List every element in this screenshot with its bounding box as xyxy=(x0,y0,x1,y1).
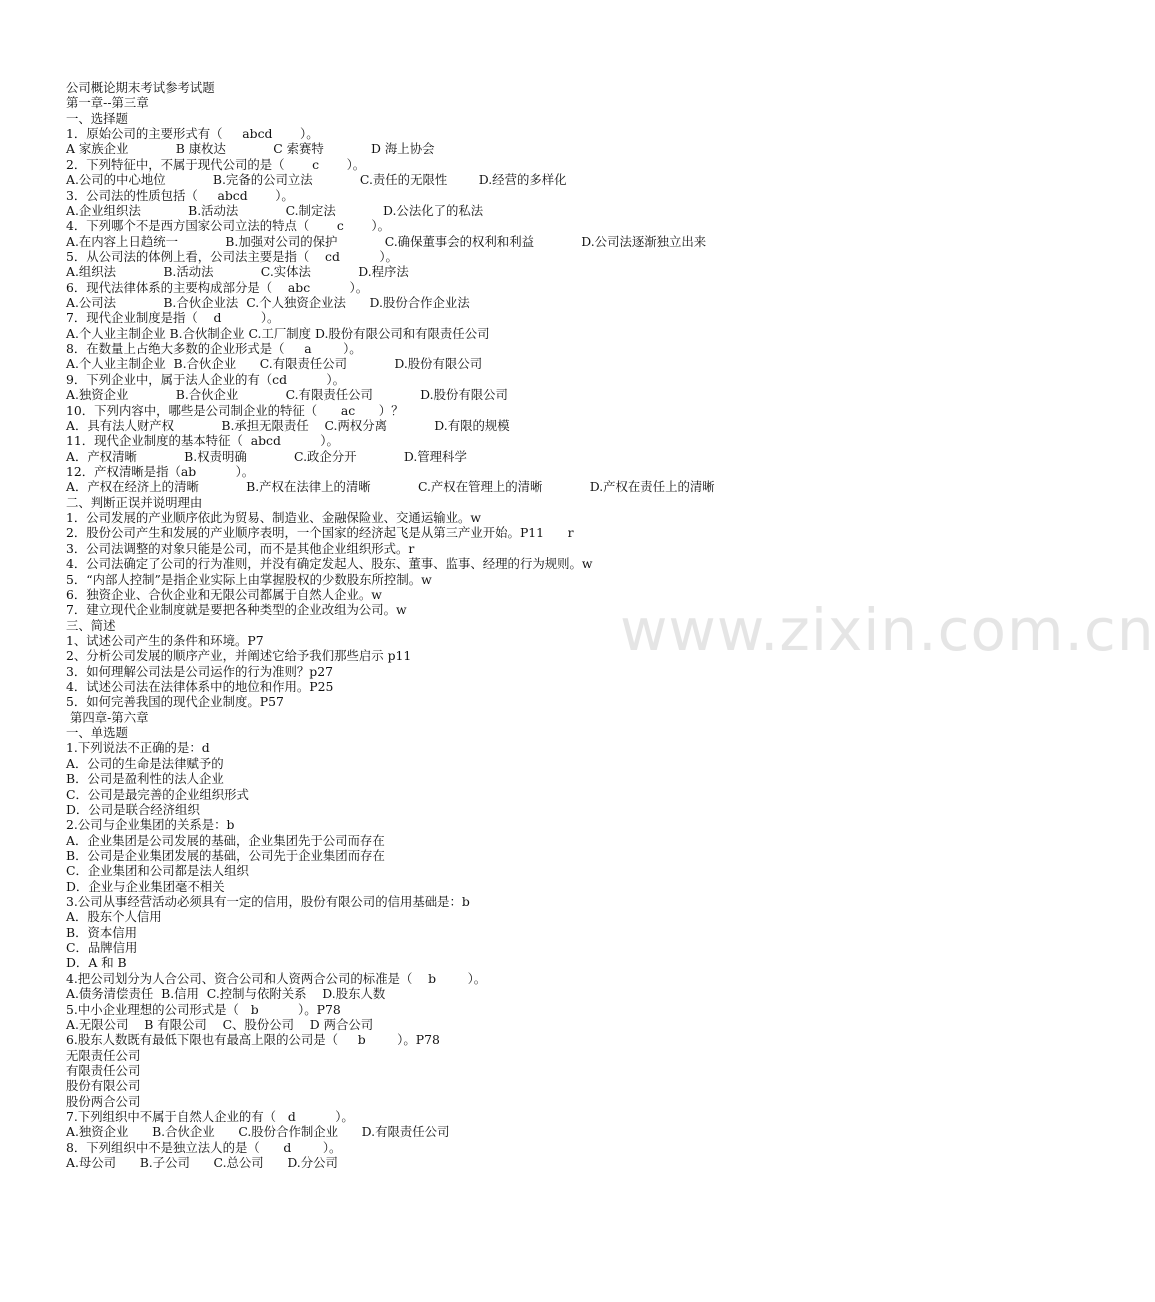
text-line: A.独资企业 B.合伙企业 C.有限责任公司 D.股份有限公司 xyxy=(66,387,508,403)
text-line: 1.下列说法不正确的是：d xyxy=(66,740,210,756)
text-line: 无限责任公司 xyxy=(66,1047,141,1063)
text-line: 2．股份公司产生和发展的产业顺序表明，一个国家的经济起飞是从第三产业开始。P11 r xyxy=(66,525,574,541)
text-line: 1．公司发展的产业顺序依此为贸易、制造业、金融保险业、交通运输业。w xyxy=(66,510,481,526)
text-line: C．企业集团和公司都是法人组织 xyxy=(66,863,249,879)
text-line: 1、试述公司产生的条件和环境。P7 xyxy=(66,632,264,648)
text-line: C．公司是最完善的企业组织形式 xyxy=(66,786,249,802)
text-line: 4．下列哪个不是西方国家公司立法的特点（ c ）。 xyxy=(66,218,390,234)
text-line: D．A 和 B xyxy=(66,955,127,971)
text-line: A．企业集团是公司发展的基础，企业集团先于公司而存在 xyxy=(66,832,385,848)
text-line: 5．从公司法的体例上看，公司法主要是指（ cd ）。 xyxy=(66,248,398,264)
watermark: www.zixin.com.cn xyxy=(620,596,1155,664)
text-line: 3.公司从事经营活动必须具有一定的信用，股份有限公司的信用基础是：b xyxy=(66,894,470,910)
text-line: A.在内容上日趋统一 B.加强对公司的保护 C.确保董事会的权利和利益 D.公司法逐渐独立出来 xyxy=(66,233,707,249)
text-line: 5．“内部人控制”是指企业实际上由掌握股权的少数股东所控制。w xyxy=(66,571,432,587)
text-line: 3．公司法调整的对象只能是公司，而不是其他企业组织形式。r xyxy=(66,540,415,556)
text-line: A.公司的中心地位 B.完备的公司立法 C.责任的无限性 D.经营的多样化 xyxy=(66,172,567,188)
text-line: 3．如何理解公司法是公司运作的行为准则？p27 xyxy=(66,663,334,679)
text-line: D．企业与企业集团毫不相关 xyxy=(66,878,225,894)
text-line: A.企业组织法 B.活动法 C.制定法 D.公法化了的私法 xyxy=(66,202,484,218)
text-line: A.个人业主制企业 B.合伙企业 C.有限责任公司 D.股份有限公司 xyxy=(66,356,483,372)
text-line: A.母公司 B.子公司 C.总公司 D.分公司 xyxy=(66,1155,338,1171)
text-line: 4．试述公司法在法律体系中的地位和作用。P25 xyxy=(66,679,334,695)
text-line: 7．现代企业制度是指（ d ）。 xyxy=(66,310,280,326)
text-line: C．品牌信用 xyxy=(66,940,138,956)
text-line: D．公司是联合经济组织 xyxy=(66,801,200,817)
text-line: A.无限公司 B 有限公司 C、股份公司 D 两合公司 xyxy=(66,1016,374,1032)
text-line: 3．公司法的性质包括（ abcd ）。 xyxy=(66,187,294,203)
text-line: 6.股东人数既有最低下限也有最高上限的公司是（ b ）。P78 xyxy=(66,1032,440,1048)
text-line: 6．现代法律体系的主要构成部分是（ abc ）。 xyxy=(66,279,369,295)
text-line: 一、单选题 xyxy=(66,725,128,741)
text-line: A．具有法人财产权 B.承担无限责任 C.两权分离 D.有限的规模 xyxy=(66,417,510,433)
document-page xyxy=(66,80,886,1171)
text-line: 股份两合公司 xyxy=(66,1093,141,1109)
text-line: A．股东个人信用 xyxy=(66,909,162,925)
text-line: B．资本信用 xyxy=(66,924,138,940)
text-line: 9．下列企业中，属于法人企业的有（cd ）。 xyxy=(66,371,345,387)
text-line: A.个人业主制企业 B.合伙制企业 C.工厂制度 D.股份有限公司和有限责任公司 xyxy=(66,325,490,341)
text-line: B．公司是盈利性的法人企业 xyxy=(66,771,224,787)
text-line: 11．现代企业制度的基本特征（ abcd ）。 xyxy=(66,433,339,449)
text-line: 7.下列组织中不属于自然人企业的有（ d ）。 xyxy=(66,1109,354,1125)
text-line: 2．下列特征中，不属于现代公司的是（ c ）。 xyxy=(66,156,366,172)
text-line: 5.中小企业理想的公司形式是（ b ）。P78 xyxy=(66,1001,341,1017)
text-line: 公司概论期末考试参考试题 xyxy=(66,80,215,95)
text-line: 6．独资企业、合伙企业和无限公司都属于自然人企业。w xyxy=(66,586,382,602)
text-line: 8．下列组织中不是独立法人的是（ d ）。 xyxy=(66,1139,342,1155)
text-line: 4.把公司划分为人合公司、资合公司和人资两合公司的标准是（ b ）。 xyxy=(66,970,487,986)
text-line: 1．原始公司的主要形式有（ abcd ）。 xyxy=(66,126,319,142)
text-line: 2.公司与企业集团的关系是：b xyxy=(66,817,235,833)
text-line: 二、判断正误并说明理由 xyxy=(66,494,203,510)
text-line: A．公司的生命是法律赋予的 xyxy=(66,755,224,771)
text-line: A.债务清偿责任 B.信用 C.控制与依附关系 D.股东人数 xyxy=(66,986,386,1002)
text-line: B．公司是企业集团发展的基础，公司先于企业集团而存在 xyxy=(66,847,385,863)
text-line: 三、简述 xyxy=(66,617,116,633)
text-line: A．产权清晰 B.权责明确 C.政企分开 D.管理科学 xyxy=(66,448,467,464)
text-line: 12．产权清晰是指（ab ）。 xyxy=(66,463,255,479)
text-line: 第四章-第六章 xyxy=(66,709,149,725)
text-line: 5．如何完善我国的现代企业制度。P57 xyxy=(66,694,284,710)
text-line: 8．在数量上占绝大多数的企业形式是（ a ）。 xyxy=(66,341,362,357)
text-line: 4．公司法确定了公司的行为准则，并没有确定发起人、股东、董事、监事、经理的行为规则。w xyxy=(66,556,593,572)
text-line: 有限责任公司 xyxy=(66,1063,141,1078)
text-line: 7．建立现代企业制度就是要把各种类型的企业改组为公司。w xyxy=(66,602,407,618)
text-line: A 家族企业 B 康枚达 C 索赛特 D 海上协会 xyxy=(66,141,435,157)
text-line: 一、选择题 xyxy=(66,110,128,126)
text-line: 2、分析公司发展的顺序产业，并阐述它给予我们那些启示 p11 xyxy=(66,648,412,664)
text-line: 股份有限公司 xyxy=(66,1078,141,1094)
text-line: A.组织法 B.活动法 C.实体法 D.程序法 xyxy=(66,264,409,280)
text-line: 10．下列内容中，哪些是公司制企业的特征（ ac ）？ xyxy=(66,402,404,418)
text-line: A.公司法 B.合伙企业法 C.个人独资企业法 D.股份合作企业法 xyxy=(66,295,470,311)
text-line: A.独资企业 B.合伙企业 C.股份合作制企业 D.有限责任公司 xyxy=(66,1124,450,1140)
text-line: 第一章--第三章 xyxy=(66,95,149,111)
text-line: A．产权在经济上的清晰 B.产权在法律上的清晰 C.产权在管理上的清晰 D.产权在责任上的清晰 xyxy=(66,479,715,495)
